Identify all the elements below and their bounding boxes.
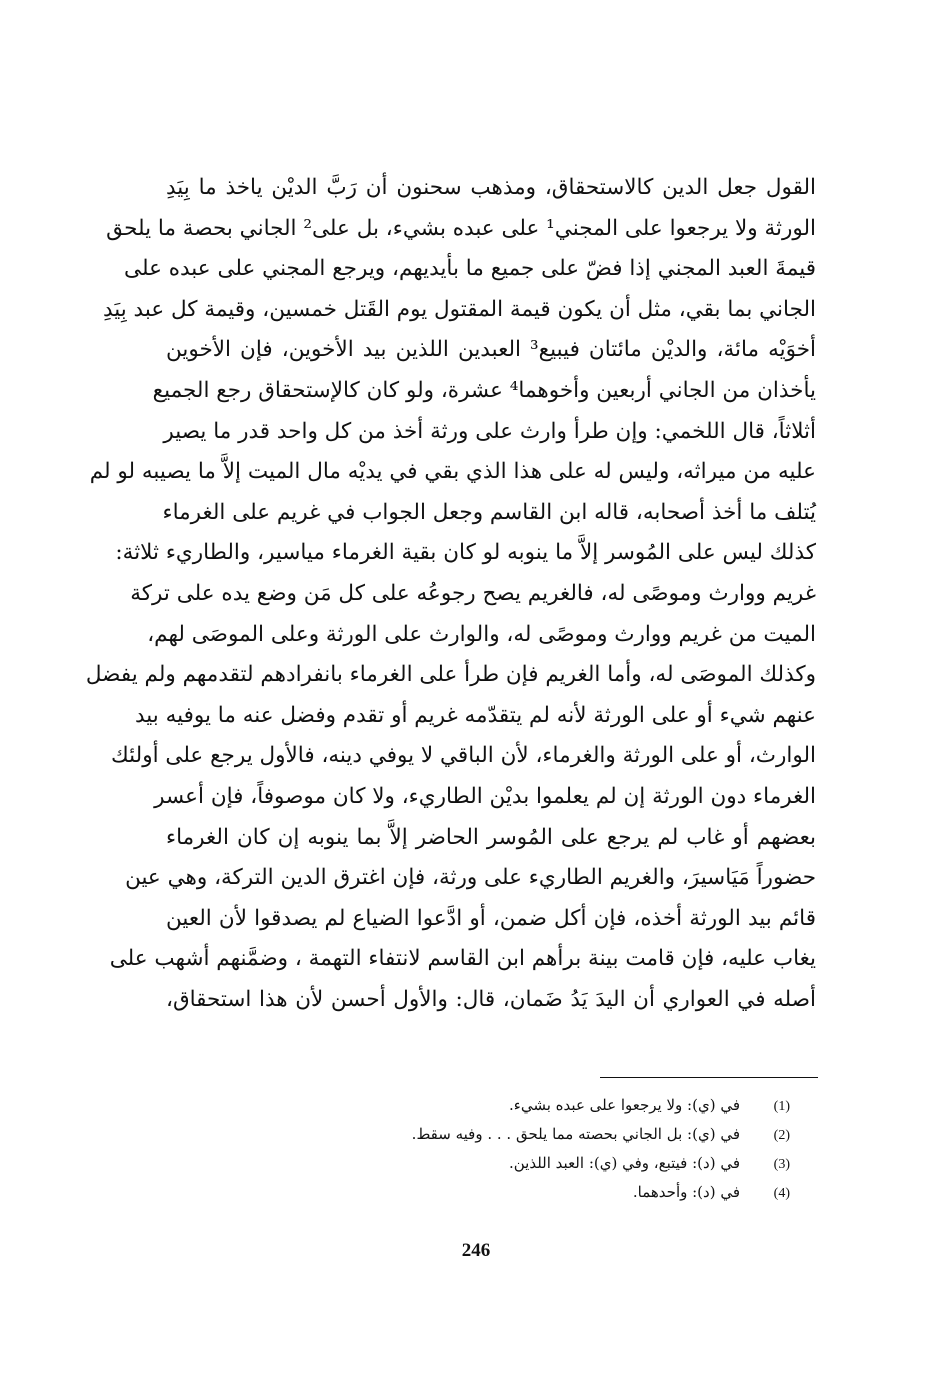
footnote-number: (4): [773, 1186, 790, 1201]
footnote-text: في (ي): ولا يرجعوا على عبده بشيء.: [509, 1096, 740, 1114]
text-line: الوارث، أو على الورثة والغرماء، لأن الباقي لا يوفي دينه، فالأول يرجع على أولئك: [111, 743, 816, 769]
text-line: بعضهم أو غاب لم يرجع على المُوسر الحاضر إلاَّ بما ينوبه إن كان الغرماء: [166, 824, 816, 850]
text-line: يأخذان من الجاني أربعين وأخوهما⁴ عشرة، ولو كان كالإستحقاق رجع الجميع: [152, 377, 816, 403]
text-line: عليه من ميراثه، وليس له على هذا الذي بقي في يديْه مال الميت إلاَّ ما يصيبه لو لم: [89, 459, 816, 485]
text-line: الورثة ولا يرجعوا على المجني¹ على عبده بشيء، بل على² الجاني بحصة ما يلحق: [106, 215, 816, 241]
footnote: [300, 1149, 790, 1178]
footnote-text: في (د): وأحدهما.: [632, 1183, 740, 1201]
footnote-number: (2): [773, 1128, 790, 1143]
text-line: غريم ووارث وموصًى له، فالغريم يصح رجوعُه على كل مَن وضع يده على تركة: [130, 580, 816, 606]
text-line: وكذلك الموصَى له، وأما الغريم فإن طرأ على الغرماء بانفرادهم لتقدمهم ولم يفضل: [85, 662, 816, 688]
footnote: [300, 1091, 790, 1120]
footnote: [300, 1178, 790, 1207]
text-line: يغاب عليه، فإن قامت بينة برأهم ابن القاسم لانتفاء التهمة ، وضمَّنهم أشهب على: [109, 946, 816, 972]
text-line: يُتلف ما أخذ أصحابه، قاله ابن القاسم وجعل الجواب في غريم على الغرماء: [162, 499, 816, 525]
footnote-text: في (د): فيتبع، وفي (ي): العبد اللذين.: [508, 1154, 740, 1172]
footnote: [300, 1120, 790, 1149]
text-line: عنهم شيء أو على الورثة لأنه لم يتقدّمه غريم أو تقدم وفضل عنه ما يوفيه بيد: [135, 702, 816, 728]
text-line: أخوَيْه مائة، والديْن مائتان فيبيع³ العبدين اللذين بيد الأخوين، فإن الأخوين: [166, 337, 816, 363]
text-line: الميت من غريم ووارث وموصًى له، والوارث على الورثة وعلى الموصَى لهم،: [147, 621, 816, 647]
text-line: أثلاثاً، قال اللخمي: وإن طرأ وارث على ورثة أخذ من كل واحد قدر ما يصير: [163, 418, 816, 444]
text-line: أصله في العواري أن اليدَ يَدُ ضَمان، قال: والأول أحسن لأن هذا استحقاق،: [166, 986, 816, 1012]
footnote-text: في (ي): بل الجاني بحصته مما يلحق . . . وفيه سقط.: [411, 1125, 740, 1143]
text-line: قيمةَ العبد المجني إذا فضّ على جميع ما بأيديهم، ويرجع المجني على عبده على: [124, 256, 816, 282]
footnote-separator-rule: [600, 1077, 818, 1078]
text-line: قائم بيد الورثة أخذه، فإن أكل ضمن، أو ادَّعوا الضياع لم يصدقوا لأن العين: [166, 905, 816, 931]
text-line: كذلك ليس على المُوسر إلاَّ ما ينوبه لو كان بقية الغرماء مياسير، والطاريء ثلاثة:: [115, 540, 816, 566]
text-line: الجاني بما بقي، مثل أن يكون قيمة المقتول يوم القَتل خمسين، وقيمة كل عبد بِيَدِ: [102, 296, 816, 322]
page-number: 246: [461, 1240, 491, 1261]
main-text-block: [85, 168, 816, 1020]
text-line: حضوراً مَيَاسيرَ، والغريم الطاريء على ورثة، فإن اغترق الدين التركة، وهي عين: [125, 865, 816, 891]
text-line: الغرماء دون الورثة إن لم يعلموا بديْن الطاريء، ولا كان موصوفاً، فإن أعسر: [154, 783, 816, 809]
footnotes-block: [300, 1091, 790, 1207]
footnote-number: (1): [773, 1099, 790, 1114]
text-line: القول جعل الدين كالاستحقاق، ومذهب سحنون أن رَبَّ الديْن ياخذ ما بِيَدِ: [166, 175, 816, 200]
footnote-number: (3): [773, 1157, 790, 1172]
